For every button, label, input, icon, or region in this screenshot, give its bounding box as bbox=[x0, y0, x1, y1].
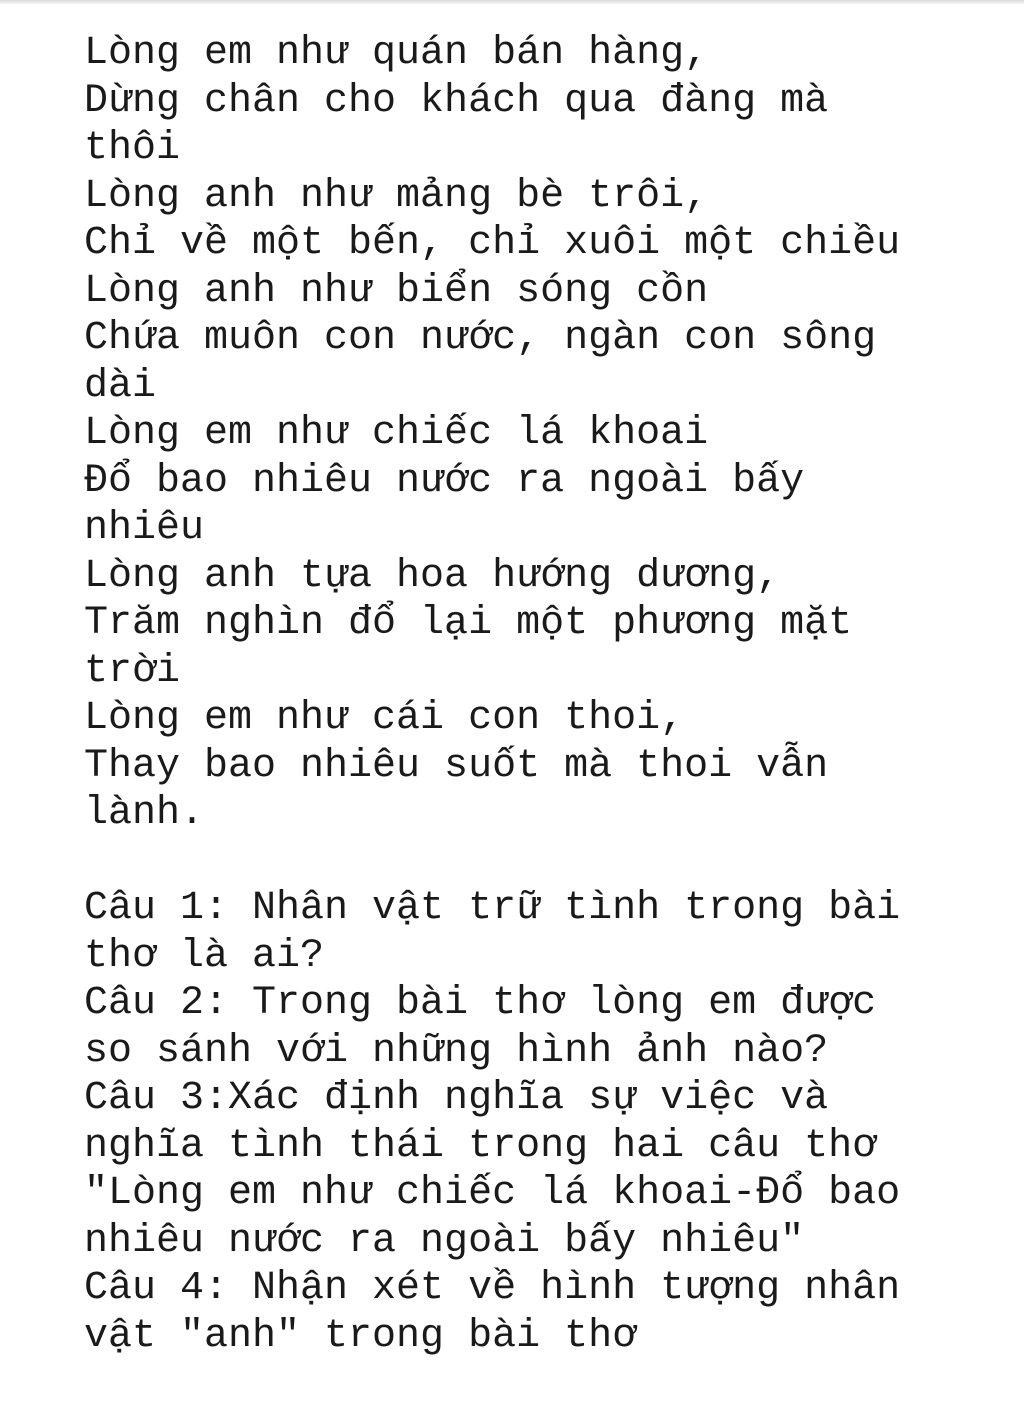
poem-line: Chứa muôn con nước, ngàn con sông bbox=[84, 316, 877, 361]
question-line: Câu 4: Nhận xét về hình tượng nhân bbox=[84, 1266, 901, 1311]
poem-line: lành. bbox=[84, 791, 205, 836]
question-line: Câu 3:Xác định nghĩa sự việc và bbox=[84, 1076, 829, 1121]
poem-line: Lòng em như quán bán hàng, bbox=[84, 31, 709, 76]
poem-line: Lòng anh như mảng bè trôi, bbox=[84, 173, 709, 219]
poem-line: Đổ bao nhiêu nước ra ngoài bấy bbox=[84, 458, 805, 504]
poem-line: trời bbox=[84, 648, 181, 694]
poem-line: Lòng anh tựa hoa hướng dương, bbox=[84, 553, 781, 599]
poem-line: Trăm nghìn đổ lại một phương mặt bbox=[84, 601, 853, 646]
poem-line: Lòng anh như biển sóng cồn bbox=[84, 268, 709, 314]
question-line: nhiêu nước ra ngoài bấy nhiêu" bbox=[84, 1218, 805, 1264]
poem-line: dài bbox=[84, 363, 157, 409]
questions bbox=[84, 885, 984, 1360]
poem-line: nhiêu bbox=[84, 506, 205, 551]
poem-line: Dừng chân cho khách qua đàng mà bbox=[84, 78, 829, 124]
question-line: thơ là ai? bbox=[84, 933, 325, 979]
poem-line: thôi bbox=[84, 126, 181, 171]
question-line: nghĩa tình thái trong hai câu thơ bbox=[84, 1123, 877, 1169]
question-line: "Lòng em như chiếc lá khoai-Đổ bao bbox=[84, 1171, 901, 1216]
poem-line: Chỉ về một bến, chỉ xuôi một chiều bbox=[84, 221, 901, 266]
question-line: so sánh với những hình ảnh nào? bbox=[84, 1028, 829, 1074]
poem-line: Lòng em như cái con thoi, bbox=[84, 696, 685, 741]
question-line: Câu 1: Nhân vật trữ tình trong bài bbox=[84, 886, 901, 931]
poem-line: Lòng em như chiếc lá khoai bbox=[84, 411, 709, 456]
top-edge-shadow bbox=[0, 0, 1024, 5]
question-line: Câu 2: Trong bài thơ lòng em được bbox=[84, 981, 877, 1026]
text-block bbox=[84, 30, 984, 1360]
poem-line: Thay bao nhiêu suốt mà thoi vẫn bbox=[84, 743, 829, 789]
blank-line bbox=[84, 838, 984, 886]
question-line: vật "anh" trong bài thơ bbox=[84, 1313, 637, 1359]
poem bbox=[84, 30, 984, 838]
